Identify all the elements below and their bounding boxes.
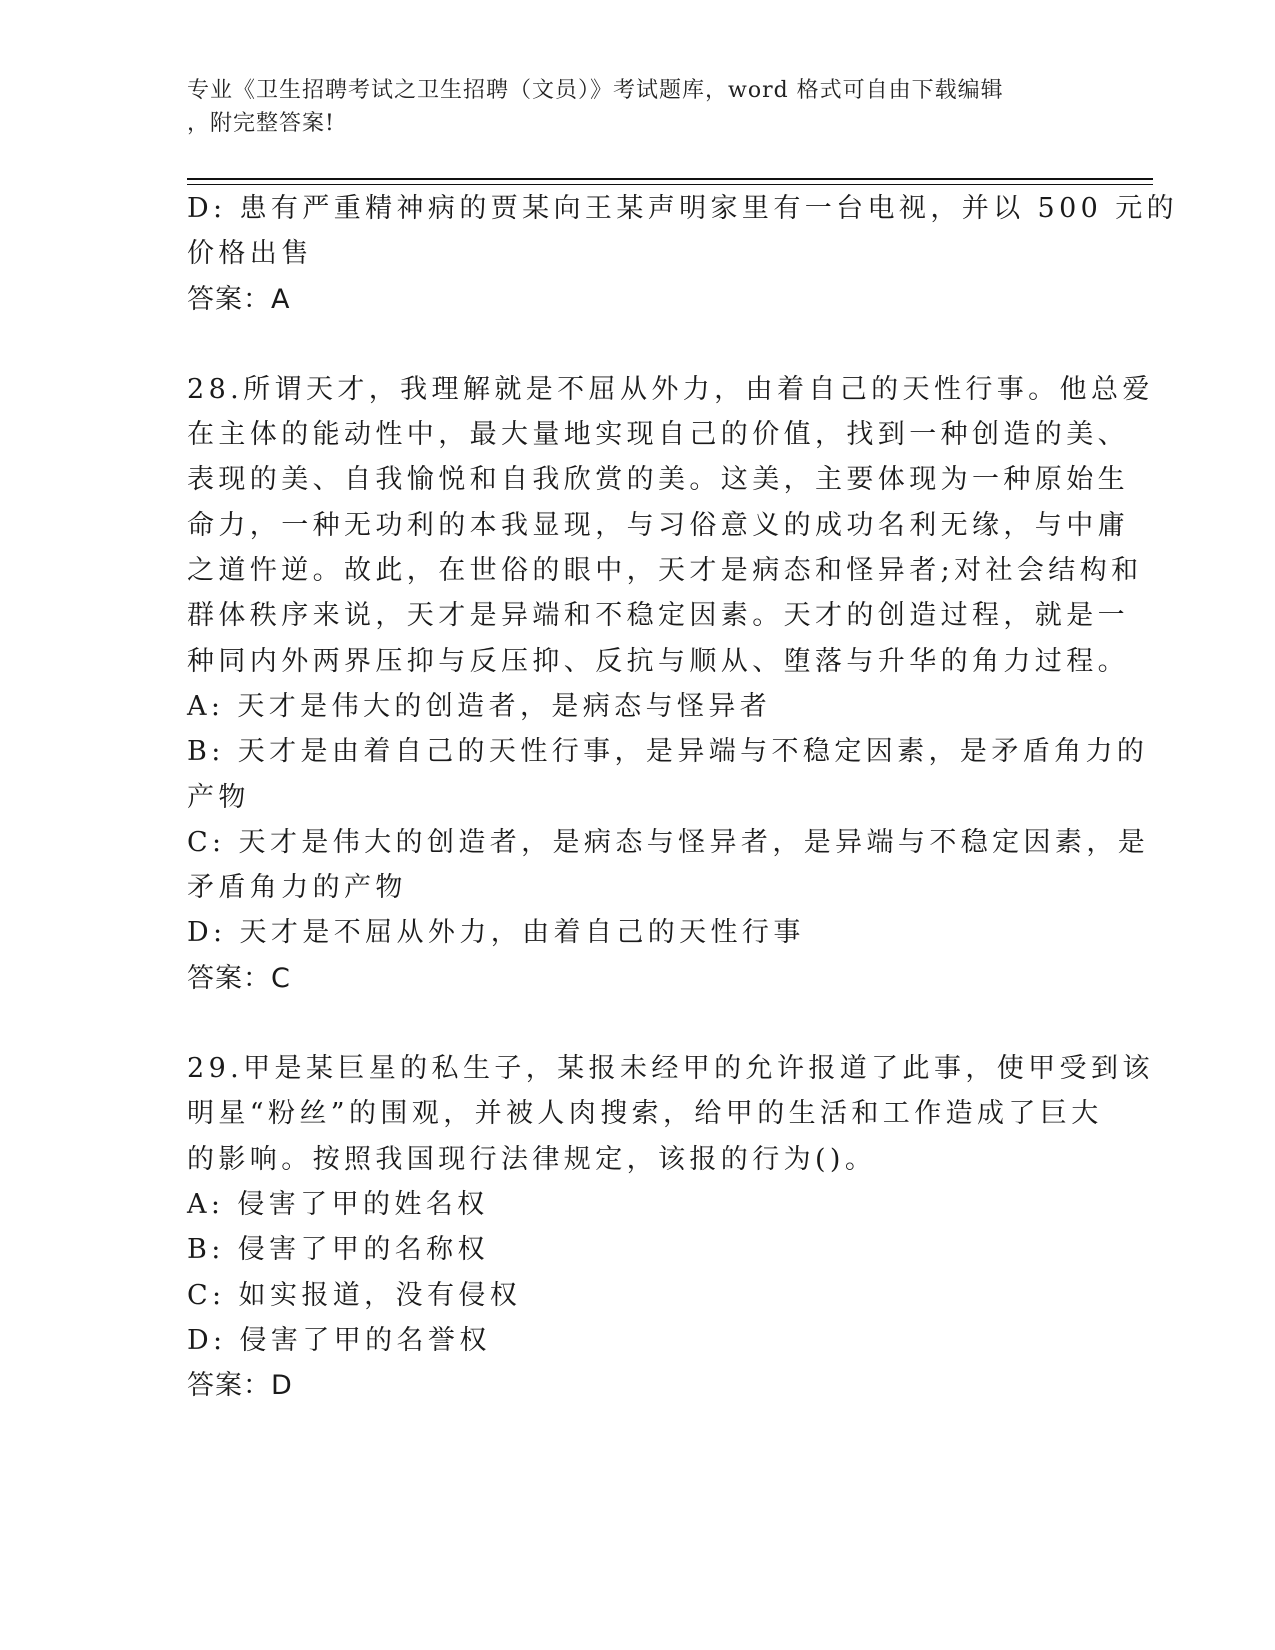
question-29-answer: 答案：D: [187, 1370, 293, 1402]
option-line: A: 侵害了甲的姓名权: [187, 1188, 489, 1220]
header-title-line: 专业《卫生招聘考试之卫生招聘（文员）》考试题库，word 格式可自由下载编辑: [187, 78, 1004, 103]
prev-option-d: [187, 186, 1179, 277]
option-line: B: 天才是由着自己的天性行事，是异端与不稳定因素，是矛盾角力的: [187, 736, 1149, 768]
stem-line: 29.甲是某巨星的私生子，某报未经甲的允许报道了此事，使甲受到该: [187, 1053, 1154, 1085]
question-28-stem: [187, 367, 1154, 684]
stem-line: 命力，一种无功利的本我显现，与习俗意义的成功名利无缘，与中庸: [187, 509, 1129, 541]
option-line: A: 天才是伟大的创造者，是病态与怪异者: [187, 690, 772, 722]
question-29-option-c: [187, 1273, 1087, 1318]
stem-line: 种同内外两界压抑与反压抑、反抗与顺从、堕落与升华的角力过程。: [187, 645, 1129, 677]
stem-line: 群体秩序来说，天才是异端和不稳定因素。天才的创造过程，就是一: [187, 600, 1129, 632]
stem-line: 明星“粉丝”的围观，并被人肉搜索，给甲的生活和工作造成了巨大: [187, 1098, 1103, 1130]
header-subtitle-line: ，附完整答案!: [187, 111, 335, 136]
stem-line: 28.所谓天才，我理解就是不屈从外力，由着自己的天性行事。他总爱: [187, 373, 1154, 405]
question-content: [187, 186, 1179, 1408]
stem-line: 的影响。按照我国现行法律规定，该报的行为()。: [187, 1143, 877, 1175]
question-28-option-a: [187, 684, 1087, 729]
page-header: [187, 74, 1067, 140]
question-28-answer: 答案：C: [187, 962, 291, 994]
option-line: D: 侵害了甲的名誉权: [187, 1324, 491, 1356]
question-29-stem: [187, 1046, 1154, 1182]
question-28-option-b: [187, 729, 1149, 820]
option-line: 矛盾角力的产物: [187, 872, 407, 904]
stem-line: 之道忤逆。故此，在世俗的眼中，天才是病态和怪异者;对社会结构和: [187, 555, 1143, 587]
question-28-option-d: [187, 910, 1087, 955]
option-line: B: 侵害了甲的名称权: [187, 1234, 489, 1266]
stem-line: 在主体的能动性中，最大量地实现自己的价值，找到一种创造的美、: [187, 419, 1129, 451]
option-line: C: 天才是伟大的创造者，是病态与怪异者，是异端与不稳定因素，是: [187, 826, 1150, 858]
question-29: [187, 1046, 1154, 1408]
prev-question: [187, 186, 1179, 322]
header-divider-thin: [187, 184, 1153, 185]
header-divider-thick: [187, 178, 1153, 180]
option-line: 产物: [187, 781, 250, 813]
question-28-option-c: [187, 820, 1150, 911]
option-line: D: 天才是不屈从外力，由着自己的天性行事: [187, 917, 805, 949]
question-29-option-a: [187, 1182, 1087, 1227]
prev-option-d-line: D: 患有严重精神病的贾某向王某声明家里有一台电视，并以 500 元的: [187, 193, 1179, 224]
prev-option-d-line: 价格出售: [187, 238, 313, 270]
question-gap: [187, 1001, 1087, 1046]
prev-answer: 答案：A: [187, 283, 291, 315]
question-28: [187, 367, 1154, 1001]
question-29-option-d: [187, 1318, 1087, 1363]
stem-line: 表现的美、自我愉悦和自我欣赏的美。这美，主要体现为一种原始生: [187, 464, 1129, 496]
question-29-option-b: [187, 1227, 1087, 1272]
option-line: C: 如实报道，没有侵权: [187, 1279, 522, 1311]
question-gap: [187, 322, 1087, 367]
